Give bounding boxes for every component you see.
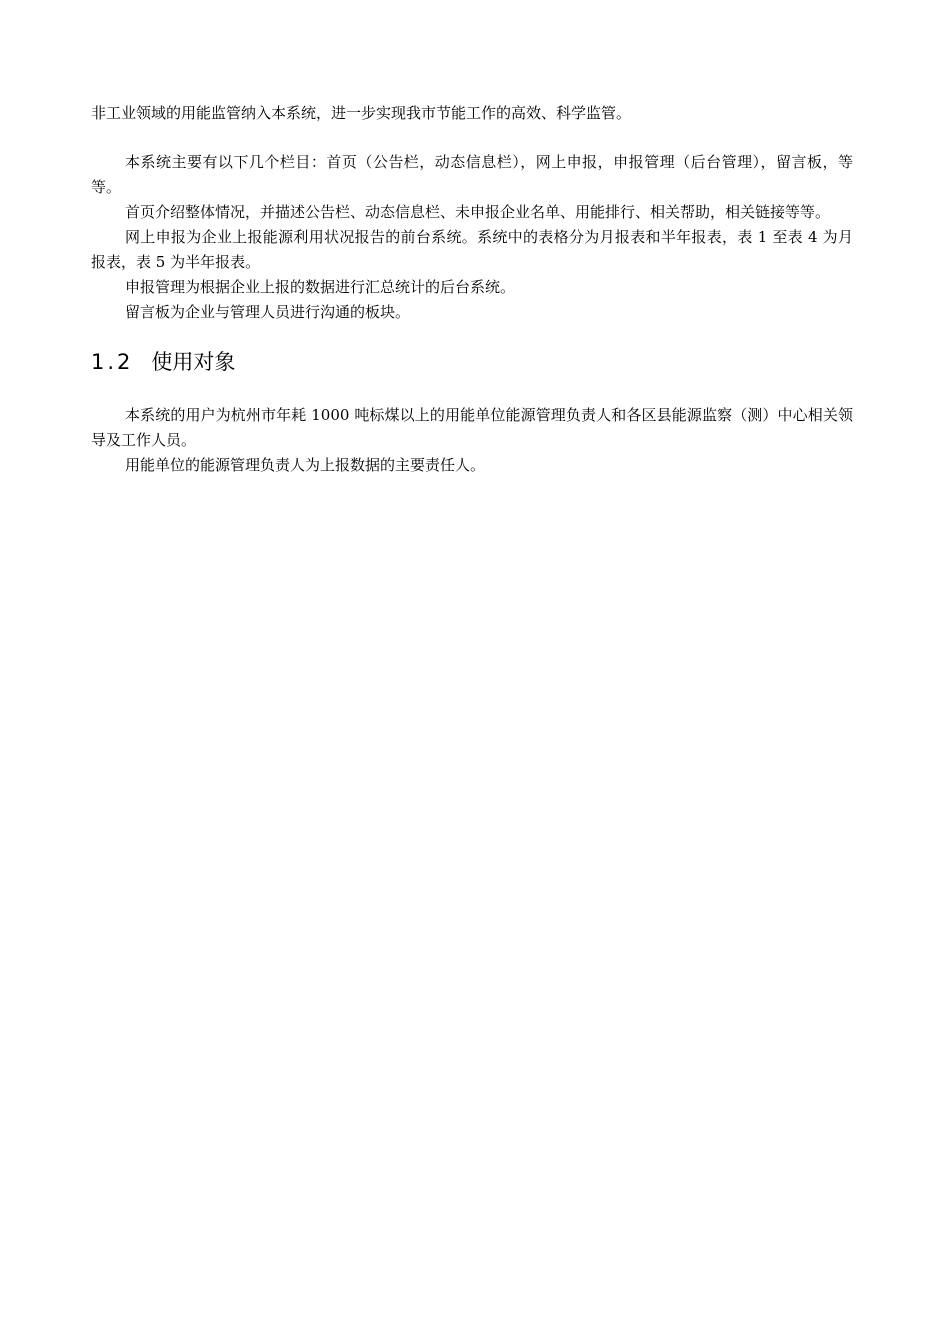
section-heading <box>91 347 853 377</box>
document-page <box>91 101 853 478</box>
section-title: 使用对象 <box>151 350 236 374</box>
paragraph-report-management: 申报管理为根据企业上报的数据进行汇总统计的后台系统。 <box>125 278 516 296</box>
paragraph-online-reporting: 网上申报为企业上报能源利用状况报告的前台系统。系统中的表格分为月报表和半年报表，表 1 至表 4 为月报表，表 5 为半年报表。 <box>91 228 853 271</box>
paragraph-continuation: 非工业领域的用能监管纳入本系统，进一步实现我市节能工作的高效、科学监管。 <box>91 104 632 122</box>
paragraph-users: 本系统的用户为杭州市年耗 1000 吨标煤以上的用能单位能源管理负责人和各区县能源监察（测）中心相关领导及工作人员。 <box>91 406 853 449</box>
paragraph-homepage: 首页介绍整体情况，并描述公告栏、动态信息栏、未申报企业名单、用能排行、相关帮助，相关链接等等。 <box>125 203 831 221</box>
paragraph-system-sections: 本系统主要有以下几个栏目：首页（公告栏，动态信息栏），网上申报，申报管理（后台管理），留言板，等等。 <box>91 153 853 196</box>
section-number: 1.2 <box>91 350 134 374</box>
paragraph-responsible-person: 用能单位的能源管理负责人为上报数据的主要责任人。 <box>125 456 486 474</box>
paragraph-message-board: 留言板为企业与管理人员进行沟通的板块。 <box>125 303 411 321</box>
